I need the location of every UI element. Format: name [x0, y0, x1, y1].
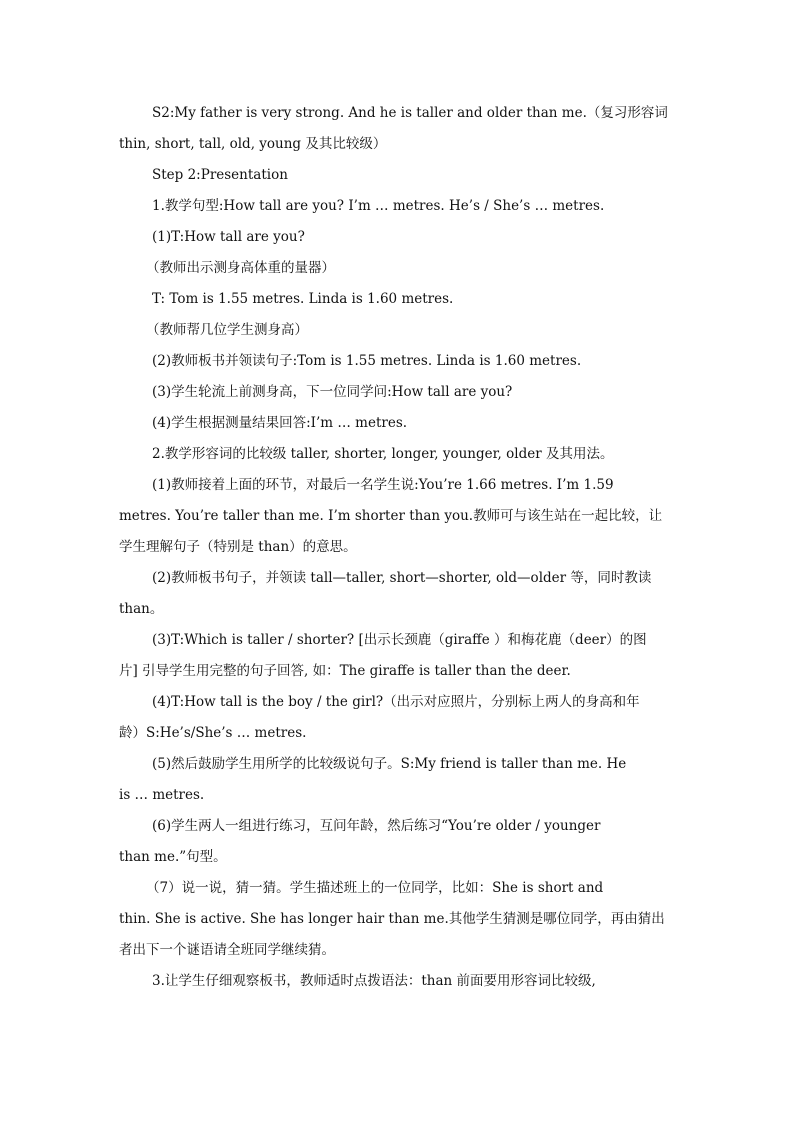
text-line: （7）说一说，猜一猜。学生描述班上的一位同学，比如：She is short and: [146, 880, 604, 896]
text-line: 者出下一个谜语请全班同学继续猜。: [119, 942, 335, 958]
text-line: than。: [119, 601, 164, 617]
text-line: thin, short, tall, old, young 及其比较级）: [119, 136, 387, 152]
text-line: (6)学生两人一组进行练习，互问年龄，然后练习“You’re older / younger: [152, 818, 601, 834]
text-line: T: Tom is 1.55 metres. Linda is 1.60 metres.: [152, 291, 454, 307]
text-line: (1)教师接着上面的环节，对最后一名学生说:You’re 1.66 metres. I’m 1.59: [152, 477, 614, 493]
text-line: 龄）S:He’s/She’s … metres.: [119, 725, 307, 741]
text-line: 2.教学形容词的比较级 taller, shorter, longer, younger, older 及其用法。: [152, 446, 614, 462]
text-line: (5)然后鼓励学生用所学的比较级说句子。S:My friend is taller than me. He: [152, 756, 627, 772]
text-line: (3)T:Which is taller / shorter? [出示长颈鹿（giraffe ）和梅花鹿（deer）的图: [152, 632, 647, 648]
section-heading: Step 2:Presentation: [152, 167, 288, 183]
text-line: is … metres.: [119, 787, 205, 803]
text-line: 3.让学生仔细观察板书，教师适时点拨语法：than 前面要用形容词比较级,: [152, 973, 596, 989]
text-line: S2:My father is very strong. And he is taller and older than me.（复习形容词: [152, 105, 668, 121]
text-line: 学生理解句子（特别是 than）的意思。: [119, 539, 357, 555]
text-line: 片] 引导学生用完整的句子回答, 如：The giraffe is taller than the deer.: [119, 663, 571, 679]
text-line: (2)教师板书句子，并领读 tall—taller, short—shorter, old—older 等，同时教读: [152, 570, 652, 586]
text-line: metres. You’re taller than me. I’m shorter than you.教师可与该生站在一起比较，让: [119, 508, 663, 524]
text-line: （教师出示测身高体重的量器）: [146, 260, 335, 276]
text-line: thin. She is active. She has longer hair than me.其他学生猜测是哪位同学，再由猜出: [119, 911, 665, 927]
text-line: (4)学生根据测量结果回答:I’m … metres.: [152, 415, 408, 431]
text-line: (2)教师板书并领读句子:Tom is 1.55 metres. Linda is 1.60 metres.: [152, 353, 582, 369]
text-line: (4)T:How tall is the boy / the girl?（出示对应照片，分别标上两人的身高和年: [152, 694, 640, 710]
text-line: than me.”句型。: [119, 849, 227, 865]
text-line: (1)T:How tall are you?: [152, 229, 305, 245]
document-body: [119, 98, 675, 997]
text-line: 1.教学句型:How tall are you? I’m … metres. He’s / She’s … metres.: [152, 198, 605, 214]
text-line: （教师帮几位学生测身高）: [146, 322, 308, 338]
text-line: (3)学生轮流上前测身高，下一位同学问:How tall are you?: [152, 384, 513, 400]
